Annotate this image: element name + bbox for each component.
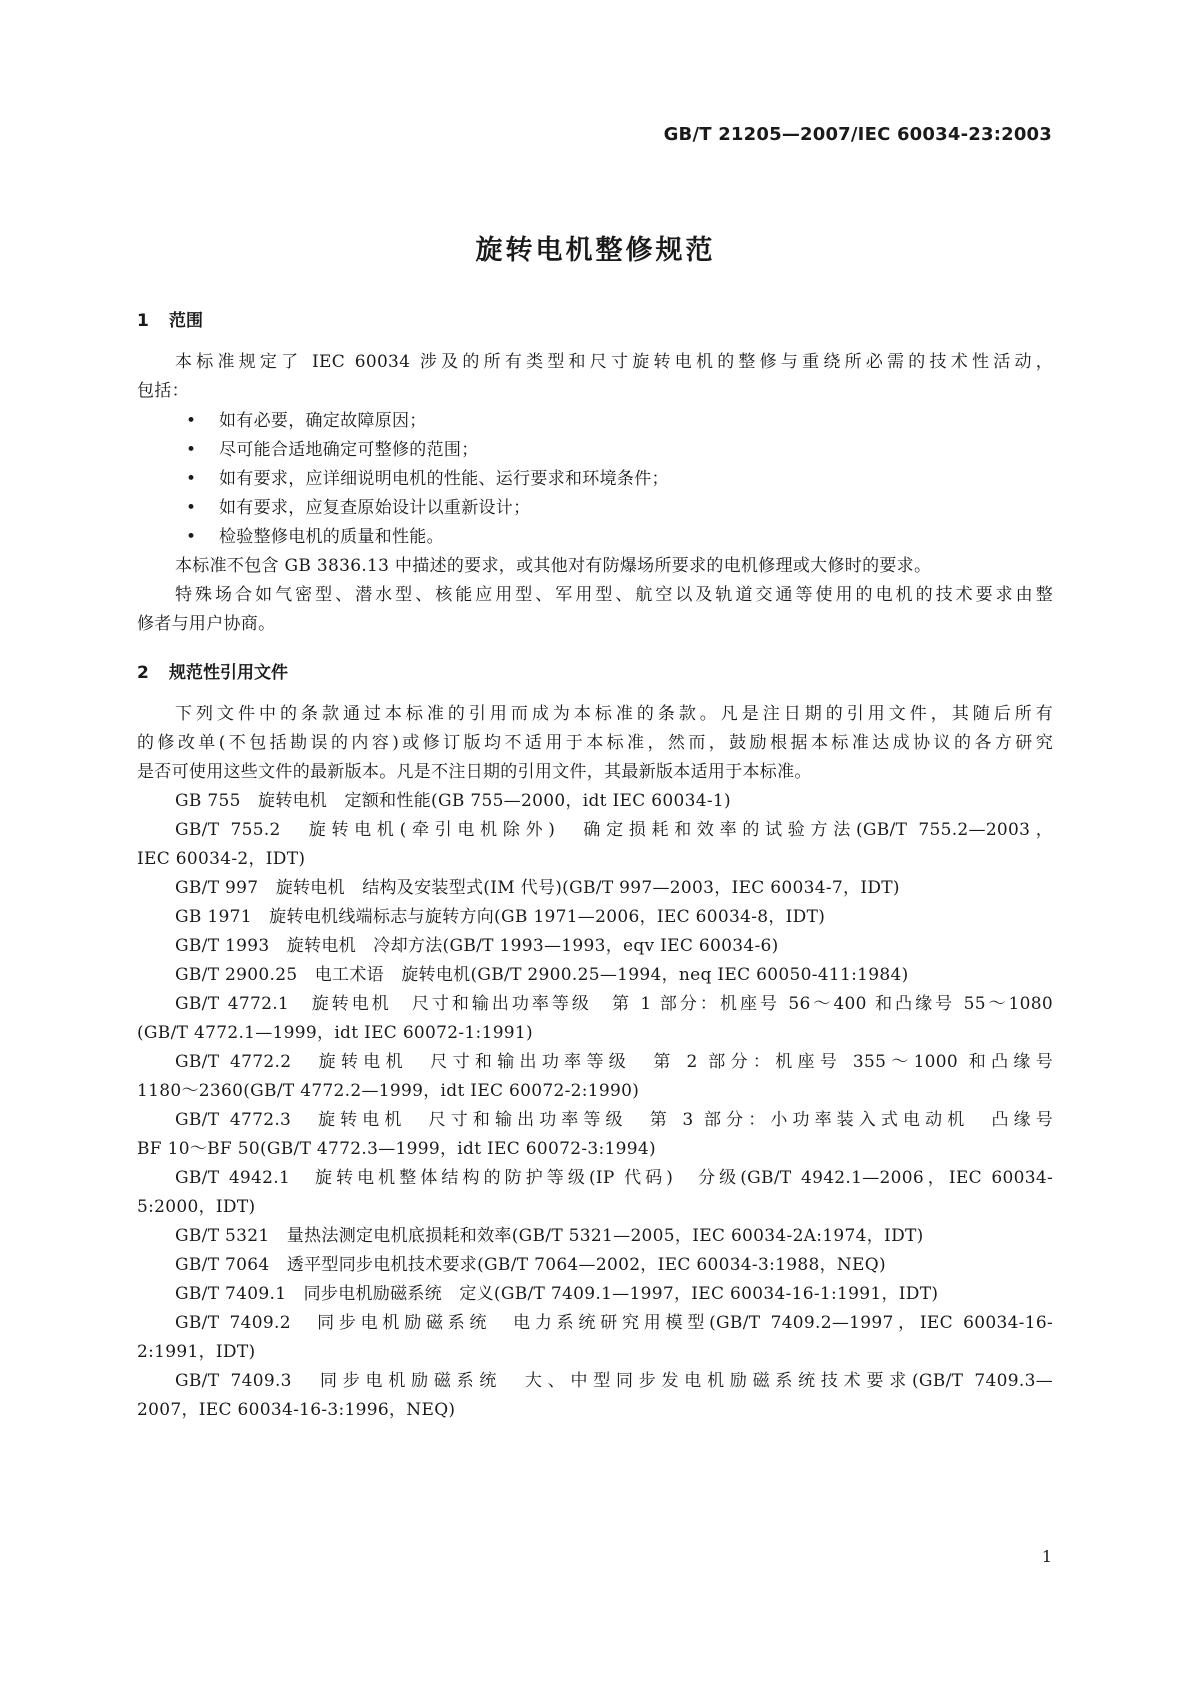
bullet-dot-icon: • [186, 469, 197, 489]
section-2-title: 规范性引用文件 [169, 663, 288, 683]
section-1-intro-line-1: 本标准规定了 IEC 60034 涉及的所有类型和尺寸旋转电机的整修与重绕所必需的技术性活动， [175, 352, 1053, 372]
section-2-number: 2 [137, 663, 149, 683]
reference-item: GB/T 7409.3 同步电机励磁系统 大、中型同步发电机励磁系统技术要求(GB/T 7409.3— [175, 1371, 1053, 1391]
standard-code-header: GB/T 21205—2007/IEC 60034-23:2003 [663, 124, 1052, 145]
reference-item-continuation: (GB/T 4772.1—1999，idt IEC 60072-1:1991) [137, 1023, 533, 1043]
reference-item: GB 755 旋转电机 定额和性能(GB 755—2000，idt IEC 60034-1) [175, 791, 731, 811]
bullet-dot-icon: • [186, 411, 197, 431]
reference-item: GB/T 4772.3 旋转电机 尺寸和输出功率等级 第 3 部分：小功率装入式电动机 凸缘号 [175, 1110, 1053, 1130]
bullet-dot-icon: • [186, 527, 197, 547]
reference-item: GB/T 4772.2 旋转电机 尺寸和输出功率等级 第 2 部分：机座号 355～1000 和凸缘号 [175, 1052, 1053, 1072]
section-1-heading [137, 306, 203, 331]
list-item: 尽可能合适地确定可整修的范围； [219, 440, 479, 460]
list-item: 检验整修电机的质量和性能。 [219, 527, 444, 547]
reference-item: GB 1971 旋转电机线端标志与旋转方向(GB 1971—2006，IEC 60034-8，IDT) [175, 907, 826, 927]
reference-item: GB/T 997 旋转电机 结构及安装型式(IM 代号)(GB/T 997—2003，IEC 60034-7，IDT) [175, 878, 900, 898]
section-2-heading [137, 658, 288, 683]
section-1-paragraph-2: 本标准不包含 GB 3836.13 中描述的要求，或其他对有防爆场所要求的电机修理或大修时的要求。 [175, 556, 932, 576]
section-1-intro-line-2: 包括： [137, 381, 189, 401]
section-2-intro-line-1: 下列文件中的条款通过本标准的引用而成为本标准的条款。凡是注日期的引用文件，其随后所有 [175, 704, 1053, 724]
reference-item: GB/T 1993 旋转电机 冷却方法(GB/T 1993—1993，eqv IEC 60034-6) [175, 936, 779, 956]
list-item: 如有要求，应复查原始设计以重新设计； [219, 498, 531, 518]
reference-item: GB/T 5321 量热法测定电机底损耗和效率(GB/T 5321—2005，IEC 60034-2A:1974，IDT) [175, 1226, 924, 1246]
list-item: 如有必要，确定故障原因； [219, 411, 427, 431]
page-number: 1 [1041, 1547, 1052, 1566]
document-title: 旋转电机整修规范 [475, 235, 716, 266]
section-1-paragraph-3-line-2: 修者与用户协商。 [137, 614, 276, 634]
reference-item-continuation: 2007，IEC 60034-16-3:1996，NEQ) [137, 1400, 456, 1420]
reference-item-continuation: 5:2000，IDT) [137, 1197, 256, 1217]
section-1-paragraph-3-line-1: 特殊场合如气密型、潜水型、核能应用型、军用型、航空以及轨道交通等使用的电机的技术要求由整 [175, 585, 1053, 605]
reference-item: GB/T 755.2 旋转电机(牵引电机除外) 确定损耗和效率的试验方法(GB/T 755.2—2003， [175, 820, 1053, 840]
bullet-dot-icon: • [186, 440, 197, 460]
reference-item: GB/T 7409.1 同步电机励磁系统 定义(GB/T 7409.1—1997，IEC 60034-16-1:1991，IDT) [175, 1284, 939, 1304]
bullet-dot-icon: • [186, 498, 197, 518]
reference-item-continuation: IEC 60034-2，IDT) [137, 849, 306, 869]
reference-item: GB/T 4942.1 旋转电机整体结构的防护等级(IP 代码) 分级(GB/T 4942.1—2006，IEC 60034- [175, 1168, 1053, 1188]
reference-item-continuation: 1180～2360(GB/T 4772.2—1999，idt IEC 60072-2:1990) [137, 1081, 640, 1101]
reference-item-continuation: 2:1991，IDT) [137, 1342, 256, 1362]
reference-item: GB/T 4772.1 旋转电机 尺寸和输出功率等级 第 1 部分：机座号 56～400 和凸缘号 55～1080 [175, 994, 1053, 1014]
section-2-intro-line-2: 的修改单(不包括勘误的内容)或修订版均不适用于本标准，然而，鼓励根据本标准达成协议的各方研究 [137, 733, 1053, 753]
section-2-intro-line-3: 是否可使用这些文件的最新版本。凡是不注日期的引用文件，其最新版本适用于本标准。 [137, 762, 812, 782]
reference-item: GB/T 7064 透平型同步电机技术要求(GB/T 7064—2002，IEC 60034-3:1988，NEQ) [175, 1255, 886, 1275]
section-1-title: 范围 [169, 311, 203, 331]
reference-item-continuation: BF 10～BF 50(GB/T 4772.3—1999，idt IEC 60072-3:1994) [137, 1139, 656, 1159]
list-item: 如有要求，应详细说明电机的性能、运行要求和环境条件； [219, 469, 669, 489]
reference-item: GB/T 7409.2 同步电机励磁系统 电力系统研究用模型(GB/T 7409.2—1997，IEC 60034-16- [175, 1313, 1053, 1333]
reference-item: GB/T 2900.25 电工术语 旋转电机(GB/T 2900.25—1994，neq IEC 60050-411:1984) [175, 965, 909, 985]
section-1-number: 1 [137, 311, 149, 331]
